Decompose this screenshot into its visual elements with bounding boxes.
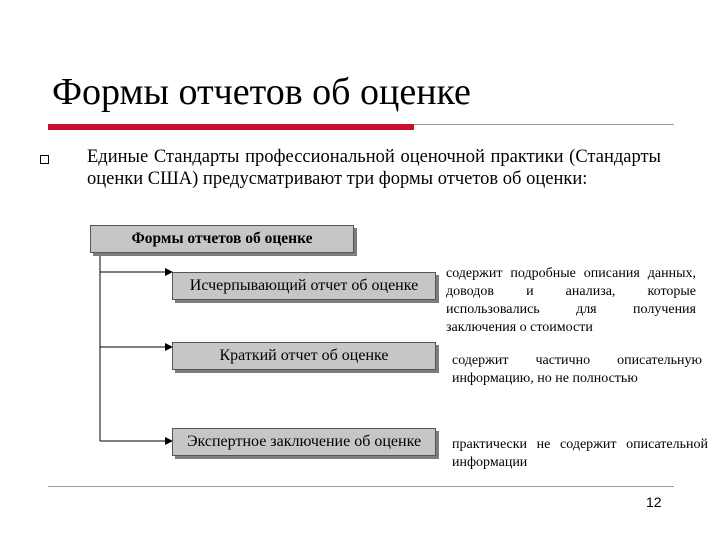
page-number: 12 (646, 494, 662, 510)
report-form-description-2: содержит частично описательную информацию, но не полностью (452, 353, 702, 386)
report-form-description-3: практически не содержит описательной информации (452, 437, 708, 470)
report-form-description-1: содержит подробные описания данных, доводов и анализа, которые использовались для получения заключения о стоимости (446, 266, 696, 335)
report-form-box-2: Краткий отчет об оценке (172, 342, 436, 370)
diagram-root-box: Формы отчетов об оценке (90, 225, 354, 253)
report-form-box-1: Исчерпывающий отчет об оценке (172, 272, 436, 300)
bullet-text: Единые Стандарты профессиональной оценочной практики (Стандарты оценки США) предусматривают три формы отчетов об оценки: (87, 147, 661, 189)
report-form-box-3: Экспертное заключение об оценке (172, 428, 436, 456)
slide-title: Формы отчетов об оценке (52, 71, 471, 113)
footer-divider (48, 486, 674, 487)
